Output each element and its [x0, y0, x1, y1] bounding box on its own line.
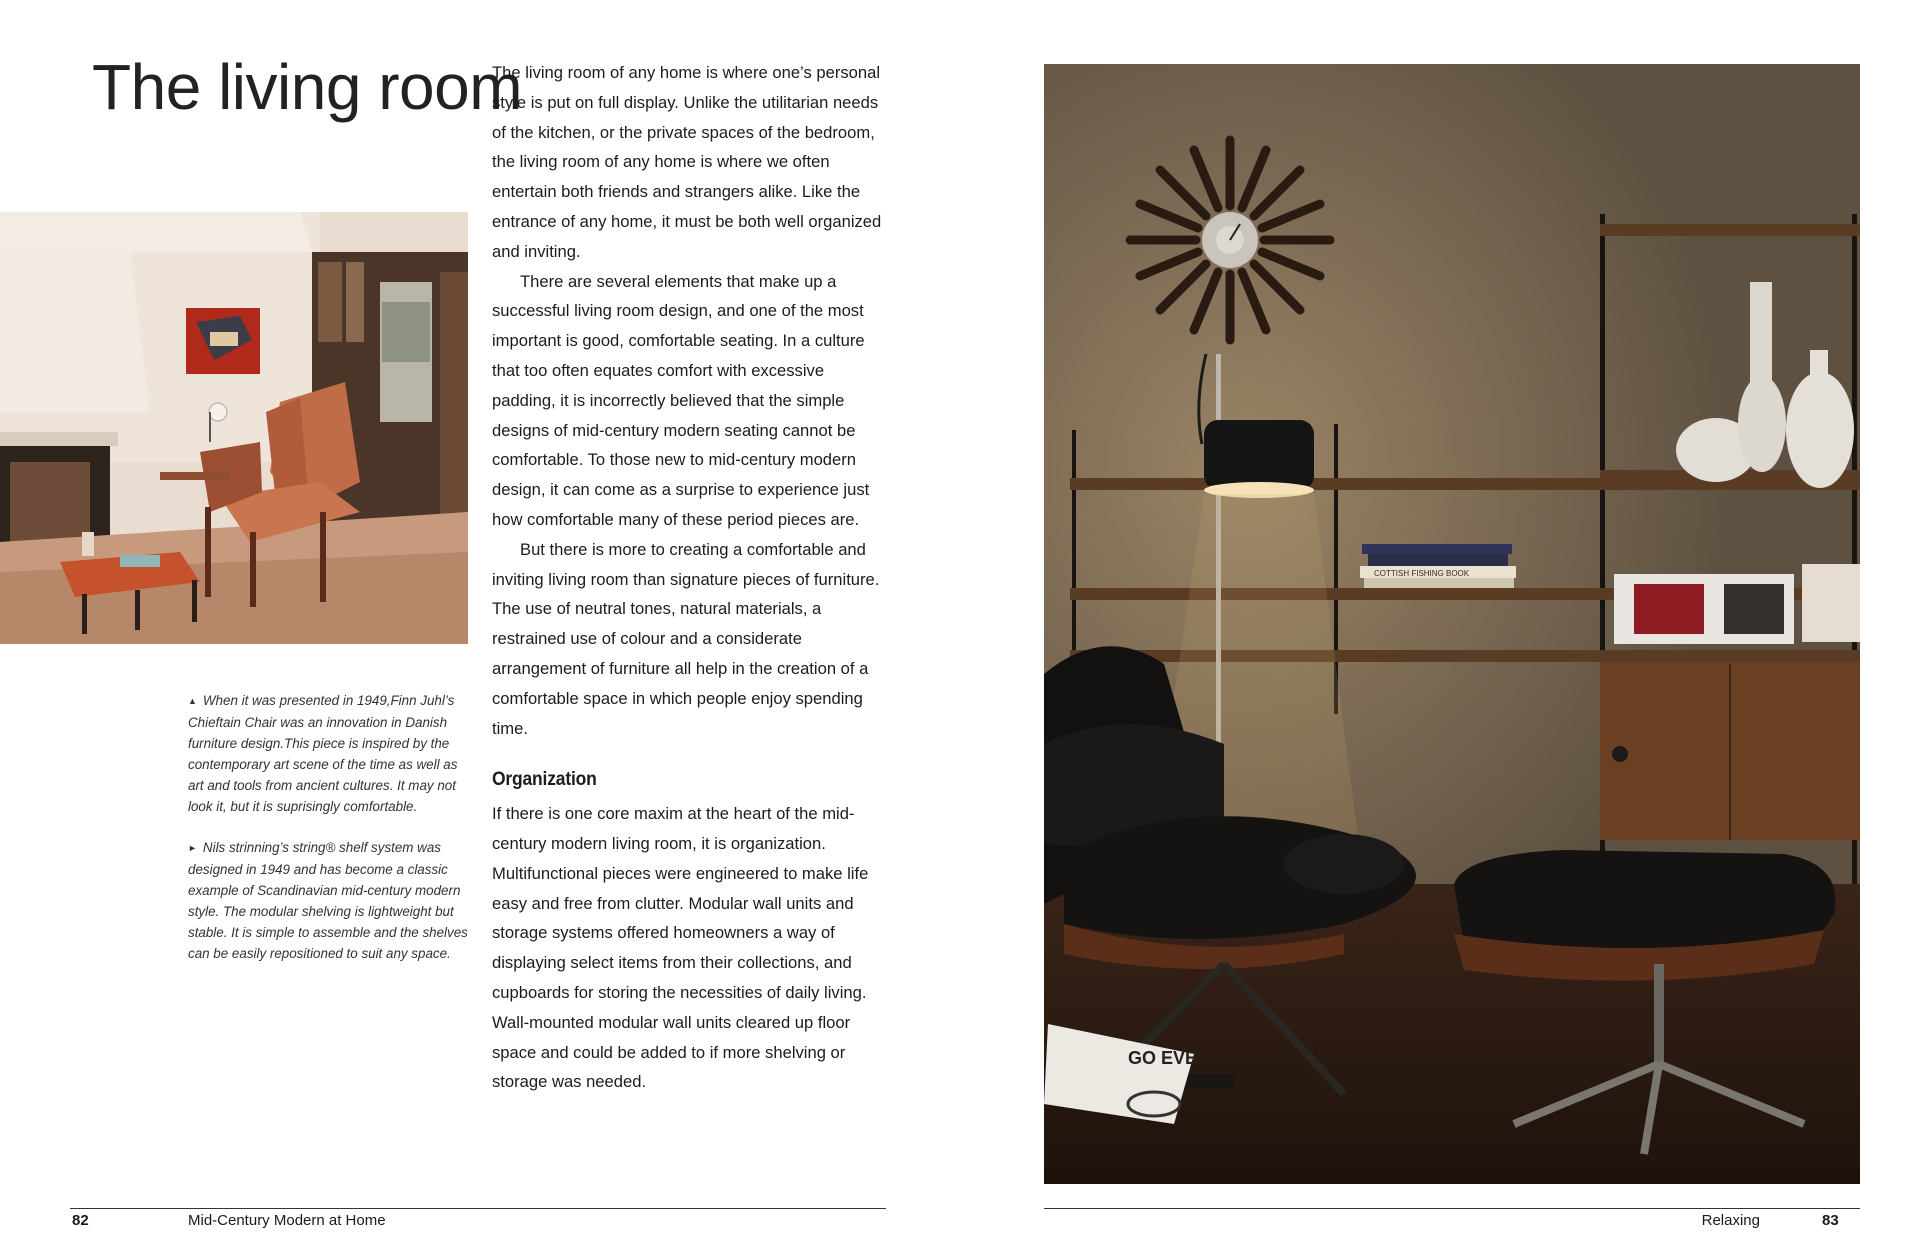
caption-text: Nils strinning’s string® shelf system was designed in 1949 and has become a classic example of Scandinavian mid-century modern style. The modular shelving is lightweight but stable. It is simple to assemble and the shelves can be easily repositioned to suit any space. [188, 840, 468, 961]
footer-rule [70, 1208, 886, 1209]
running-head: Mid-Century Modern at Home [188, 1212, 386, 1229]
magazine-cover-text: GO EVE [1128, 1048, 1198, 1068]
captions [188, 690, 470, 984]
footer-rule [1044, 1208, 1860, 1209]
page-number: 83 [1822, 1212, 1839, 1229]
body-text [492, 58, 892, 1097]
caption-chieftain-chair [188, 690, 470, 817]
page-number: 82 [72, 1212, 89, 1229]
lounge-chair-photo [1044, 64, 1860, 1184]
paragraph: The living room of any home is where one’s personal style is put on full display. Unlike the utilitarian needs of the kitchen, or the private spaces of the bedroom, the living room of any home is where we often entertain both friends and strangers alike. Like the entrance of any home, it must be both well organized and inviting. [492, 63, 882, 261]
caption-string-shelf [188, 837, 470, 964]
paragraph: But there is more to creating a comfortable and inviting living room than signature pieces of furniture. The use of neutral tones, natural materials, a restrained use of colour and a considerate arrangement of furniture all help in the creation of a comfortable space in which people enjoy spending time. [492, 539, 880, 738]
paragraph: If there is one core maxim at the heart of the mid-century modern living room, it is organization. Multifunctional pieces were engineered to make life easy and free from clutter. Modular wall units and storage systems offered homeowners a way of displaying select items from their collections, and cupboards for storing the necessities of daily living. Wall-mounted modular wall units cleared up floor space and could be added to if more shelving or storage was needed. [492, 804, 869, 1092]
running-head: Relaxing [1701, 1212, 1760, 1229]
page-title: The living room [92, 51, 522, 123]
caption-text: When it was presented in 1949,Finn Juhl’s Chieftain Chair was an innovation in Danish furniture design.This piece is inspired by the contemporary art scene of the time as well as art and tools from ancient cultures. It may not look it, but it is suprisingly comfortable. [188, 693, 458, 814]
book-spine-title: COTTISH FISHING BOOK [1374, 569, 1470, 578]
sunburst-clock [1130, 140, 1330, 340]
chieftain-chair-photo [0, 212, 468, 644]
triangle-up-icon: ▲ [188, 696, 197, 706]
paragraph: There are several elements that make up a successful living room design, and one of the most important is good, comfortable seating. In a culture that too often equates comfort with excessive padding, it is incorrectly believed that the simple designs of mid-century modern seating cannot be comfortable. To those new to mid-century modern design, it can come as a surprise to experience just how comfortable many of these period pieces are. [492, 271, 870, 529]
right-page [960, 0, 1920, 1260]
subheading-organization: Organization [492, 769, 597, 791]
triangle-right-icon: ► [188, 843, 197, 853]
